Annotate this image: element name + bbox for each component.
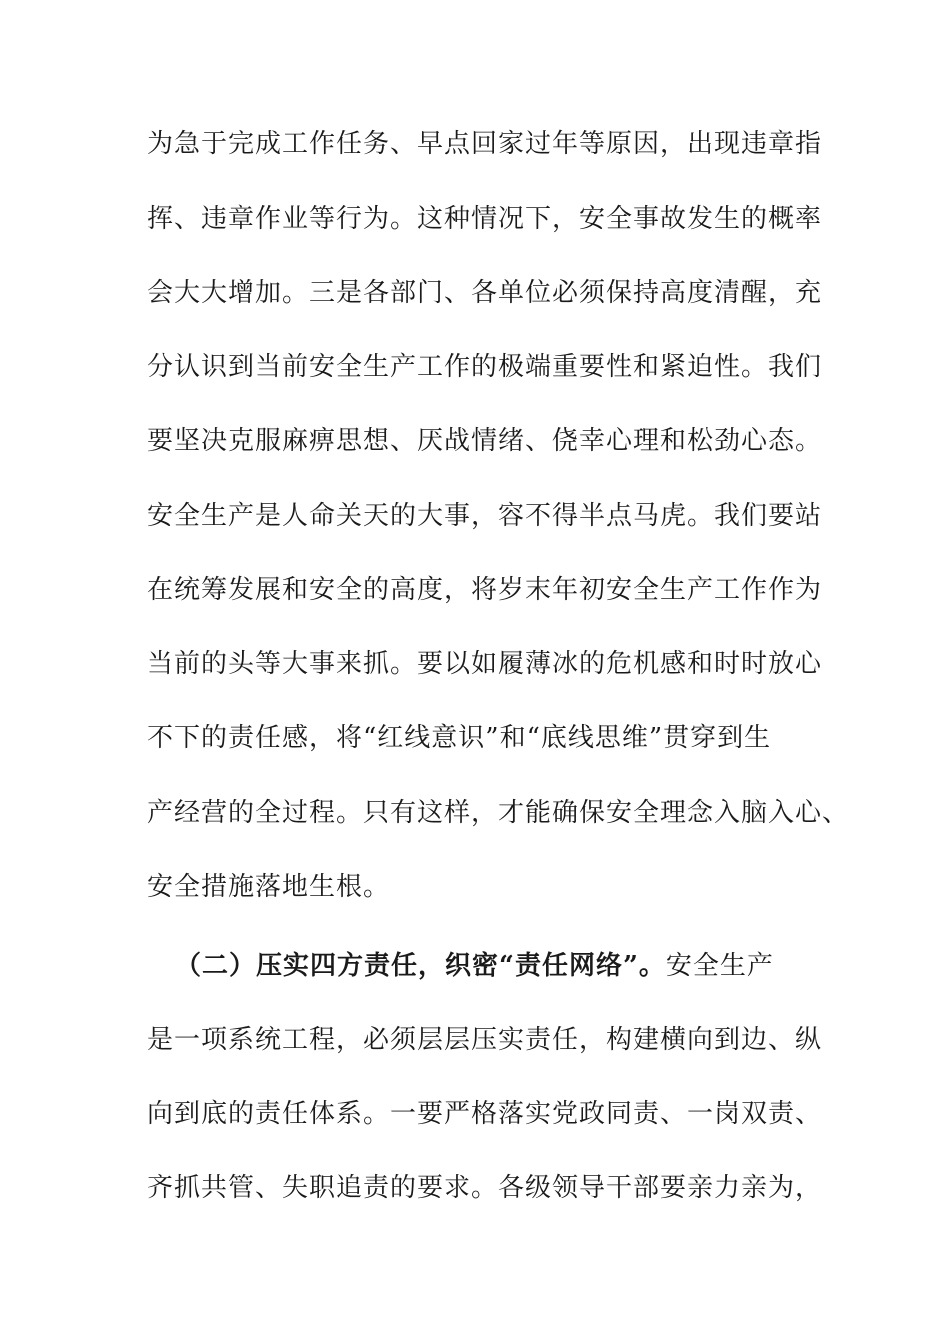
section-heading-line: [175, 946, 815, 986]
paragraph-line: 安全生产是人命关天的大事，容不得半点马虎。我们要站: [147, 501, 823, 531]
paragraph-line: 是一项系统工程，必须层层压实责任，构建横向到边、纵: [147, 1025, 823, 1055]
paragraph-line: 为急于完成工作任务、早点回家过年等原因，出现违章指: [147, 129, 823, 159]
paragraph-line: 安全措施落地生根。: [147, 872, 391, 902]
paragraph-line: 会大大增加。三是各部门、各单位必须保持高度清醒，充: [147, 278, 823, 308]
paragraph-line: 挥、违章作业等行为。这种情况下，安全事故发生的概率: [147, 204, 823, 234]
paragraph-line: 齐抓共管、失职追责的要求。各级领导干部要亲力亲为，: [147, 1173, 823, 1203]
paragraph-line: 要坚决克服麻痹思想、厌战情绪、侥幸心理和松劲心态。: [147, 426, 823, 456]
paragraph-line: 不下的责任感，将“红线意识”和“底线思维”贯穿到生: [147, 723, 772, 753]
paragraph-line: 产经营的全过程。只有这样，才能确保安全理念入脑入心、: [147, 798, 850, 828]
section-heading-tail: 安全生产: [665, 951, 774, 981]
paragraph-line: 当前的头等大事来抓。要以如履薄冰的危机感和时时放心: [147, 649, 823, 679]
paragraph-line: 在统筹发展和安全的高度，将岁末年初安全生产工作作为: [147, 575, 823, 605]
section-heading: （二）压实四方责任，织密“责任网络”。: [175, 951, 666, 981]
paragraph-line: 分认识到当前安全生产工作的极端重要性和紧迫性。我们: [147, 352, 823, 382]
paragraph-line: 向到底的责任体系。一要严格落实党政同责、一岗双责、: [147, 1099, 823, 1129]
